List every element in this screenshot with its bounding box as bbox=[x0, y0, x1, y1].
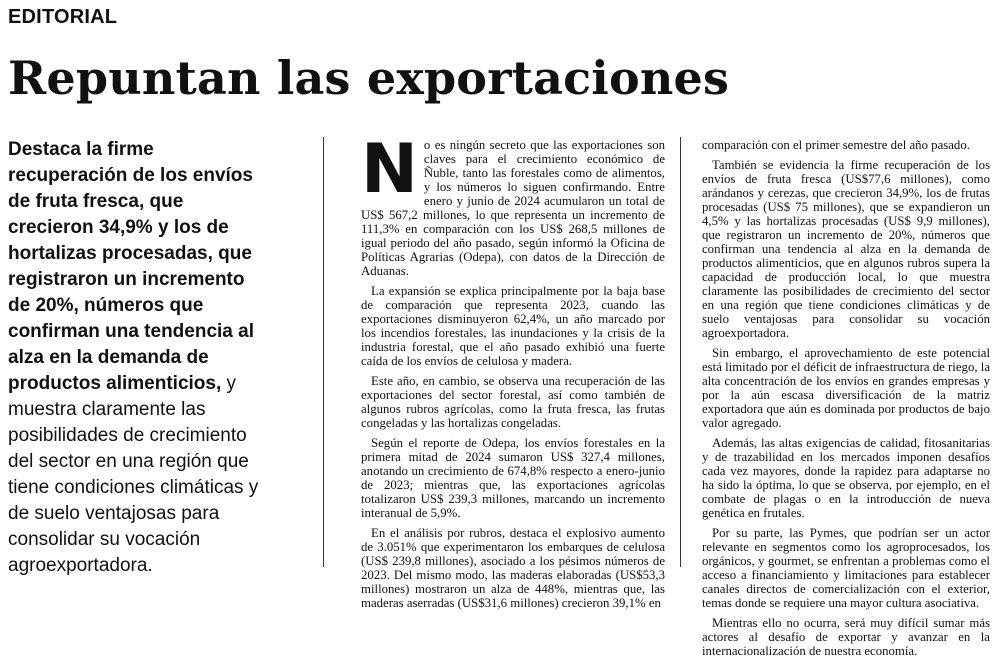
body-paragraph: También se evidencia la firme recuperación de los envíos de fruta fresca (US$77,6 millones), como arándanos y cerezas, que crecieron 34,9%, los de frutas procesadas (US$ 75 millones), que se expandieron un 4,5% y las hortalizas procesadas (US$ 9,9 millones), que registraron un incremento de 20%, números que confirman una tendencia al alza en la demanda de productos alimenticios, que en algunos rubros supera la capacidad de producción local, lo que muestra claramente las posibilidades de crecimiento del sector en una región que tiene condiciones climáticas y de suelo ventajosas para consolidar su vocación agroexportadora. bbox=[702, 158, 990, 340]
lead-bold-text: Destaca la firme recuperación de los envíos de fruta fresca, que crecieron 34,9% y los de hortalizas procesadas, que registraron un incremento de 20%, números que confirman una tendencia al alza en la demanda de productos alimenticios, bbox=[8, 139, 254, 394]
section-label: EDITORIAL bbox=[8, 6, 118, 28]
body-paragraph: comparación con el primer semestre del año pasado. bbox=[702, 138, 970, 152]
lead-regular-text: y muestra claramente las posibilidades de crecimiento del sector en una región que tiene condiciones climáticas y de suelo ventajosas para consolidar su vocación agroexportadora. bbox=[8, 373, 259, 576]
column-divider-right bbox=[680, 137, 681, 567]
body-paragraph: Sin embargo, el aprovechamiento de este potencial está limitado por el déficit de infraestructura de riego, la alta concentración de los envíos en grandes empresas y por la aún escasa diversificación de la matriz exportadora que aún es dominada por productos de bajo valor agregado. bbox=[702, 346, 990, 430]
column-divider-left bbox=[323, 137, 324, 567]
body-paragraph: La expansión se explica principalmente por la baja base de comparación que representa 2023, cuando las exportaciones disminuyeron 62,4%, un año marcado por los incendios forestales, las inundaciones y la crisis de la industria forestal, que el año pasado exhibió una fuerte caída de los envíos de celulosa y madera. bbox=[361, 284, 665, 368]
body-paragraph: Según el reporte de Odepa, los envíos forestales en la primera mitad de 2024 sumaron US$ 327,4 millones, anotando un crecimiento de 674,8% respecto a enero-junio de 2023; mientras que, las exportaciones agrícolas totalizaron US$ 239,3 millones, marcando un incremento interanual de 5,9%. bbox=[361, 436, 665, 520]
body-paragraph: Mientras ello no ocurra, será muy difícil sumar más actores al desafío de exportar y avanzar en la internacionalización de nuestra economía. bbox=[702, 616, 990, 658]
headline: Repuntan las exportaciones bbox=[8, 51, 730, 105]
lead-paragraph bbox=[8, 137, 270, 579]
body-column-2 bbox=[702, 138, 990, 664]
body-paragraph: o es ningún secreto que las exportaciones son claves para el crecimiento económico de Ñuble, tanto las forestales como de alimentos, y los números lo siguen confirmando. Entre enero y junio de 2024 acumularon un total de US$ 567,2 millones, lo que representa un incremento de 111,3% en comparación con los US$ 268,5 millones de igual periodo del año pasado, según informó la Oficina de Políticas Agrarias (Odepa), con datos de la Dirección de Aduanas. bbox=[361, 138, 665, 278]
body-paragraph: Además, las altas exigencias de calidad, fitosanitarias y de trazabilidad en los mercados imponen desafíos cada vez mayores, donde la rapidez para adaptarse no ha sido la óptima, lo que se observa, por ejemplo, en el combate de plagas o en la introducción de nueva genética en frutales. bbox=[702, 436, 990, 520]
body-column-1 bbox=[361, 130, 665, 616]
body-paragraph: Por su parte, las Pymes, que podrían ser un actor relevante en segmentos como los agroprocesados, los orgánicos, y gourmet, se enfrentan a problemas como el acceso a financiamiento y limitaciones para establecer canales directos de comercialización con el exterior, temas donde se requiere una mayor cultura asociativa. bbox=[702, 526, 990, 610]
body-paragraph: Este año, en cambio, se observa una recuperación de las exportaciones del sector forestal, así como también de algunos rubros agrícolas, como la fruta fresca, las frutas congeladas y las hortalizas congeladas. bbox=[361, 374, 665, 430]
drop-cap: N bbox=[361, 130, 418, 209]
body-paragraph: En el análisis por rubros, destaca el explosivo aumento de 3.051% que experimentaron los embarques de celulosa (US$ 239,8 millones), asociado a los pésimos números de 2023. Del mismo modo, las maderas elaboradas (US$53,3 millones) mostraron un alza de 448%, mientras que, las maderas aserradas (US$31,6 millones) crecieron 39,1% en bbox=[361, 526, 665, 610]
